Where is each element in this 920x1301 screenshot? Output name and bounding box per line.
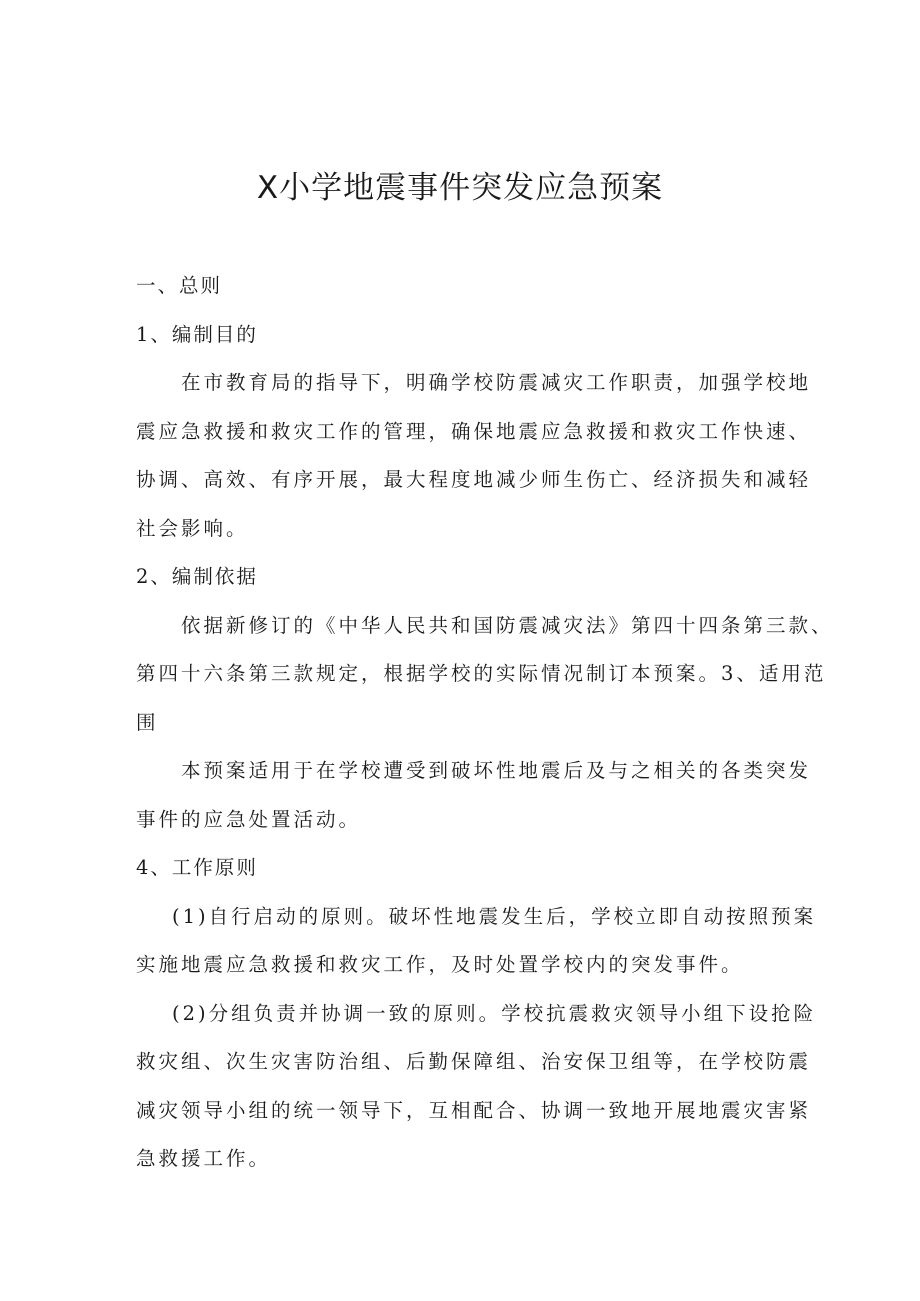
subsection-heading-basis: 2、编制依据 [136, 565, 258, 588]
subsection-heading-purpose: 1、编制目的 [136, 322, 258, 346]
paragraph-line: 第四十六条第三款规定，根据学校的实际情况制订本预案。3、适用范 [136, 662, 827, 685]
paragraph-line: 事件的应急处置活动。 [136, 807, 362, 831]
document-body [136, 262, 834, 1184]
paragraph-line: 协调、高效、有序开展，最大程度地减少师生伤亡、经济损失和减轻 [136, 468, 812, 491]
paragraph-line: (2)分组负责并协调一致的原则。学校抗震救灾领导小组下设抢险 [172, 1001, 817, 1025]
paragraph-line: 减灾领导小组的统一领导下，互相配合、协调一致地开展地震灾害紧 [136, 1098, 812, 1122]
paragraph-line: 急救援工作。 [136, 1147, 272, 1170]
paragraph-line: 本预案适用于在学校遭受到破坏性地震后及与之相关的各类突发 [181, 759, 812, 782]
subsection-heading-principles: 4、工作原则 [136, 856, 258, 879]
paragraph-line: 震应急救援和救灾工作的管理，确保地震应急救援和救灾工作快速、 [136, 419, 812, 443]
paragraph-line: 围 [136, 710, 159, 734]
paragraph-line: 社会影响。 [136, 516, 249, 540]
document-title: X小学地震事件突发应急预案 [256, 170, 664, 206]
paragraph-line: (1)自行启动的原则。破坏性地震发生后，学校立即自动按照预案 [172, 904, 817, 928]
paragraph-line: 在市教育局的指导下，明确学校防震减灾工作职责，加强学校地 [181, 371, 812, 394]
paragraph-line: 实施地震应急救援和救灾工作，及时处置学校内的突发事件。 [136, 953, 744, 976]
paragraph-line: 依据新修订的《中华人民共和国防震减灾法》第四十四条第三款、 [181, 613, 834, 637]
paragraph-line: 救灾组、次生灾害防治组、后勤保障组、治安保卫组等，在学校防震 [136, 1050, 812, 1073]
section-heading-general: 一、总则 [136, 274, 223, 297]
